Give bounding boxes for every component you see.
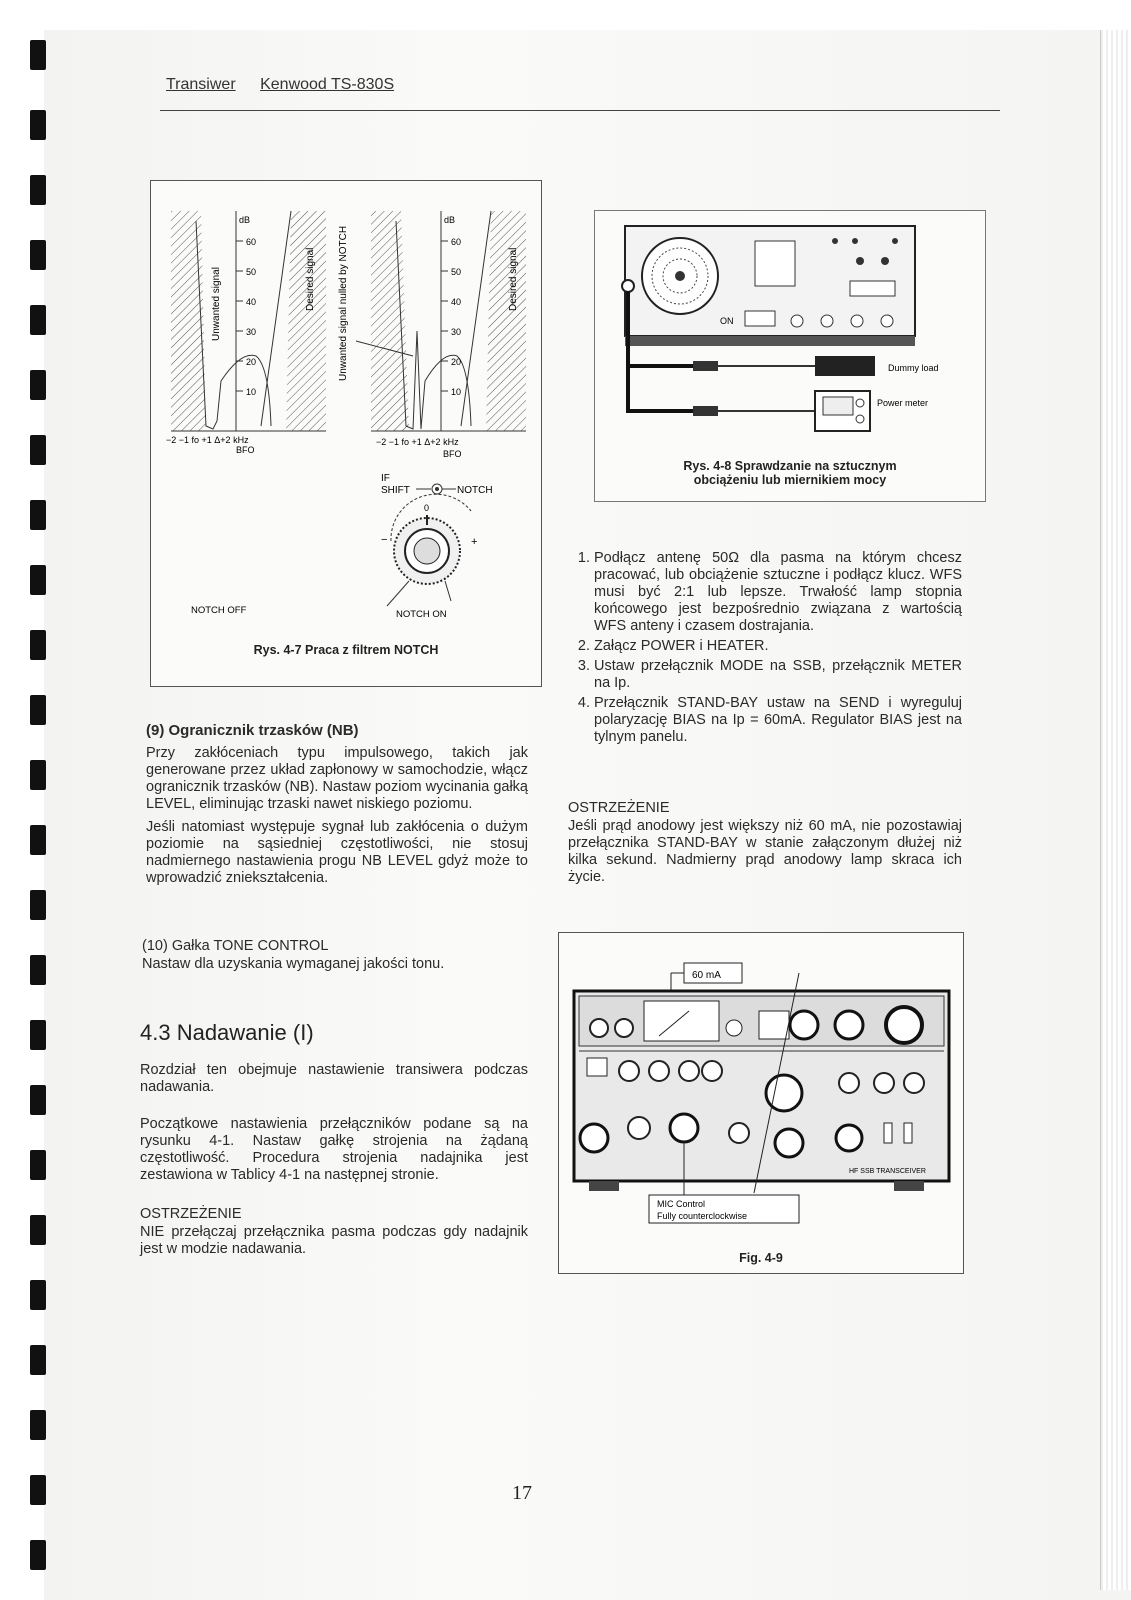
page-stack-edge [1100,30,1131,1590]
warning-text-left: NIE przełączaj przełącznika pasma podczas gdy nadajnik jest w modzie nadawania. [140,1224,528,1257]
running-header [166,76,414,94]
section-10 [142,938,528,979]
axis-label-right: −2 −1 fo +1 Δ+2 kHz [376,437,459,447]
caption-line-1: Rys. 4-8 Sprawdzanie na sztucznym [683,459,897,473]
plug-icon [693,361,718,371]
notch-off-label: NOTCH OFF [191,605,247,616]
db-tick: 20 [246,357,257,367]
page-number: 17 [512,1482,532,1504]
brand-label: HF SSB TRANSCEIVER [849,1168,926,1175]
dummy-load-label: Dummy load [888,363,939,373]
mic-control-label: MIC Control [657,1199,706,1209]
db-tick: 50 [246,267,257,277]
db-tick: 50 [451,267,462,277]
transmit-steps [566,550,962,749]
if-label: IF [381,473,390,484]
section-9-paragraph-1: Przy zakłóceniach typu impulsowego, takich jak generowane przez układ zapłonowy w samochodzie, włącz ogranicznik trzasków (NB). Nastaw poziom wycinania gałką LEVEL, eliminując trzaski nawet niskiego poziomu. [146,745,528,812]
db-tick: 30 [246,327,257,337]
mic-control-knob [670,1114,698,1142]
warning-right [568,800,962,892]
transceiver-front-panel-diagram [559,933,963,1233]
meter-icon [644,1001,719,1041]
dummy-load-icon [815,356,875,376]
section-4-3-paragraph-2: Początkowe nastawienia przełączników podane są na rysunku 4-1. Nastaw gałkę strojenia na żądaną częstotliwość. Procedura strojenia nadajnika jest zestawiona w Tablicy 4-1 na następnej stronie. [140,1116,528,1183]
desired-signal-label-left: Desired signal [305,247,316,311]
section-10-title: (10) Gałka TONE CONTROL [142,938,329,954]
db-label-left: dB [239,215,251,225]
section-9-title: (9) Ogranicznik trzasków (NB) [146,722,359,739]
db-tick: 40 [246,297,257,307]
antenna-connector-icon [622,280,634,292]
knob-plus: + [471,536,478,548]
graph-notch-off [166,211,326,455]
header-rule [160,110,1000,111]
bfo-label-left: BFO [236,445,255,455]
caption-line-2: obciążeniu lub miernikiem mocy [693,473,887,487]
warning-title-right: OSTRZEŻENIE [568,800,670,816]
figure-4-7 [150,180,542,687]
ma-label: 60 mA [692,970,721,981]
bfo-label-right: BFO [443,449,462,459]
header-right: Kenwood TS-830S [260,76,395,93]
header-left: Transiwer [166,76,236,93]
warning-text-right: Jeśli prąd anodowy jest większy niż 60 mA, nie pozostawiaj przełącznika STAND-BAY w stanie załączonym dłużej niż kilka sekund. Nadmierny prąd anodowy lamp skraca ich życie. [568,818,962,885]
plug-icon [693,406,718,416]
graph-notch-on [338,211,526,459]
knob-minus: − [381,534,388,546]
section-4-3-paragraph-1: Rozdział ten obejmuje nastawienie transiwera podczas nadawania. [140,1062,528,1095]
desired-signal-label-right: Desired signal [508,247,519,311]
step-2: 2. Załącz POWER i HEATER. [594,638,962,655]
step-1: 1. Podłącz antenę 50Ω dla pasma na którym chcesz pracować, lub obciążenie sztuczne i podłącz klucz. WFS musi być 2:1 lub lepsze. Trwałość lamp stopnia końcowego jest bezpośrednio związana z wartością WFS anteny i czasem dostrajania. [594,550,962,635]
section-4-3 [140,1062,528,1264]
figure-4-7-caption: Rys. 4-7 Praca z filtrem NOTCH [253,643,439,657]
db-tick: 10 [451,387,462,397]
unwanted-signal-label: Unwanted signal [211,267,222,341]
figure-4-8-caption [595,459,985,487]
drive-knob [886,1007,922,1043]
knob-zero: 0 [424,503,430,513]
dummy-load-diagram [595,211,985,451]
figure-4-8 [594,210,986,502]
step-4: 4. Przełącznik STAND-BAY ustaw na SEND i wyreguluj polaryzację BIAS na Ip = 60mA. Regulator BIAS jest na tylnym panelu. [594,695,962,746]
db-tick: 30 [451,327,462,337]
page-top-margin [44,0,1131,30]
db-tick: 60 [451,237,462,247]
step-3: 3. Ustaw przełącznik MODE na SSB, przełącznik METER na Ip. [594,658,962,692]
section-4-3-heading: 4.3 Nadawanie (I) [140,1020,314,1045]
section-9-paragraph-2: Jeśli natomiast występuje sygnał lub zakłócenia o dużym poziomie na sąsiedniej częstotliwości, nie stosuj nadmiernego nastawienia progu NB LEVEL gdyż może to wprowadzić zniekształcenia. [146,819,528,886]
notch-diagram [151,181,541,686]
warning-title-left: OSTRZEŻENIE [140,1206,242,1222]
notch-label: NOTCH [457,485,493,496]
db-tick: 60 [246,237,257,247]
steps-list [566,550,962,746]
section-10-paragraph: Nastaw dla uzyskania wymaganej jakości tonu. [142,956,445,972]
figure-4-9 [558,932,964,1274]
mic-control-sub: Fully counterclockwise [657,1211,748,1221]
send-switch-icon [587,1058,607,1076]
on-label: ON [720,316,734,326]
axis-label-left: −2 −1 fo +1 Δ+2 kHz [166,435,249,445]
db-tick: 10 [246,387,257,397]
notch-on-label: NOTCH ON [396,609,447,620]
db-tick: 20 [451,357,462,367]
spiral-binding [0,0,44,1600]
shift-label: SHIFT [381,485,410,496]
section-9 [146,722,528,893]
db-tick: 40 [451,297,462,307]
db-label-right: dB [444,215,456,225]
power-meter-label: Power meter [877,398,929,408]
figure-4-9-caption: Fig. 4-9 [739,1251,783,1265]
if-shift-notch-knob [191,473,493,620]
nulled-signal-label: Unwanted signal nulled by NOTCH [338,225,349,381]
